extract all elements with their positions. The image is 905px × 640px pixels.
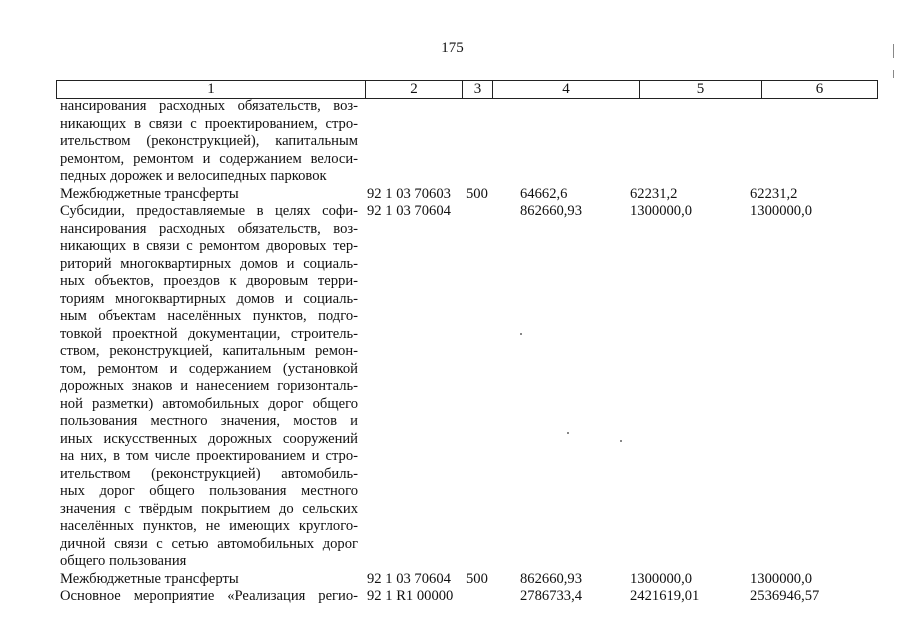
desc-line: риторий многоквартирных домов и социаль- [60,255,358,272]
desc-line: ной разметки) автомобильных дорог общего [60,395,358,412]
scan-speck [620,440,622,442]
row-transfer2-type: 500 [466,570,488,587]
desc-line: ительством (реконструкцией), капитальным [60,133,358,149]
desc-line: том, ремонтом и содержанием (установкой [60,360,358,377]
row-transfer1-type: 500 [466,185,488,202]
desc-line: педных дорожек и велосипедных парковок [60,168,327,184]
row-subsidy-v5: 1300000,0 [630,203,693,219]
desc-line: дичной связи с сетью автомобильных дорог [60,535,358,552]
row-main-v6: 2536946,57 [750,588,820,604]
header-col-4: 4 [493,81,640,98]
desc-line: нансирования расходных обязательств, воз- [60,98,358,114]
row-transfer2-v4: 862660,93 [520,570,583,587]
desc-line: общего пользования [60,553,187,569]
scan-speck [893,44,894,58]
desc-line: ительством (реконструкцией) автомобиль- [60,465,358,482]
scan-speck [520,333,522,335]
row-transfer2-code: 92 1 03 70604 [367,570,451,587]
header-col-2: 2 [366,81,463,98]
description-column [60,98,358,606]
desc-line: дорожных знаков и нанесением горизонталь- [60,378,358,394]
table-header [56,80,878,99]
header-col-1: 1 [57,81,366,98]
desc-line: ных объектов, проездов к дворовым терри- [60,273,358,289]
desc-line: нансирования расходных обязательств, воз- [60,220,358,237]
desc-line: никающих в связи с ремонтом дворовых тер- [60,238,358,254]
row-subsidy-code: 92 1 03 70604 [367,203,451,219]
row-transfer2-v6: 1300000,0 [750,570,813,587]
row-transfer1-name: Межбюджетные трансферты [60,185,239,202]
row-main-code: 92 1 R1 00000 [367,588,454,604]
scan-speck [893,70,894,78]
row-subsidy-v4: 862660,93 [520,203,583,219]
desc-line: ным объектам населённых пунктов, подго- [60,308,358,324]
row-transfer2-v5: 1300000,0 [630,570,693,587]
row-transfer1-v6: 62231,2 [750,185,798,202]
row-transfer1-v5: 62231,2 [630,185,678,202]
row-transfer2-name: Межбюджетные трансферты [60,570,239,587]
header-col-6: 6 [815,81,824,97]
desc-line: иных искусственных дорожных сооружений [60,430,358,447]
header-col-3: 3 [463,81,493,98]
desc-line: никающих в связи с проектированием, стро- [60,115,358,132]
desc-line: пользования местного значения, мостов и [60,413,358,429]
desc-line: населённых пунктов, не имеющих круглого- [60,518,358,534]
desc-line: значения с твёрдым покрытием до сельских [60,500,358,517]
desc-line: ством, реконструкцией, капитальным ремон- [60,343,358,359]
row-main-v4: 2786733,4 [520,588,583,604]
header-col-5: 5 [640,81,762,98]
desc-line: ремонтом, ремонтом и содержанием велоси- [60,150,358,167]
desc-line: ных дорог общего пользования местного [60,483,358,499]
desc-line: Субсидии, предоставляемые в целях софи- [60,203,358,219]
desc-line: ториям многоквартирных домов и социаль- [60,290,358,307]
row-main-name: Основное мероприятие «Реализация регио- [60,588,358,604]
row-transfer1-v4: 64662,6 [520,185,568,202]
desc-line: на них, в том числе проектированием и стро- [60,448,358,464]
row-transfer1-code: 92 1 03 70603 [367,185,451,202]
desc-line: товкой проектной документации, строитель- [60,325,358,342]
row-main-v5: 2421619,01 [630,588,700,604]
page-number: 175 [441,40,464,56]
row-subsidy-v6: 1300000,0 [750,203,813,219]
scan-speck [567,432,569,434]
